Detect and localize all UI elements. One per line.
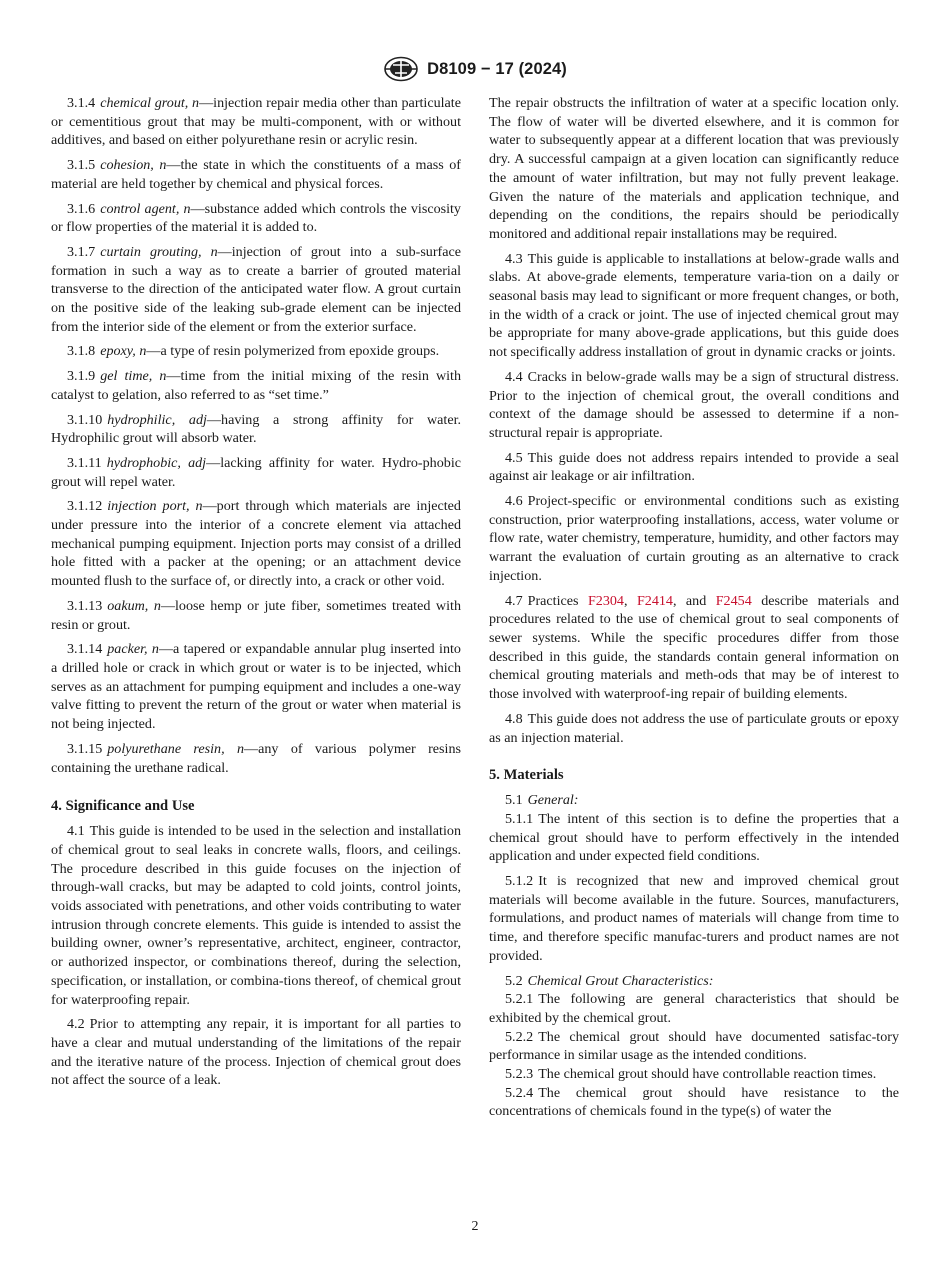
paragraph-5-1-1: 5.1.1 The intent of this section is to define the properties that a chemical grout should have to perform effectively in the intended application and under expected field conditions. bbox=[489, 810, 899, 865]
section-5-heading: 5. Materials bbox=[489, 767, 564, 784]
definition-3-1-6: 3.1.6 control agent, n—substance added which controls the viscosity or flow properties of the material it is added to. bbox=[51, 200, 461, 236]
definition-3-1-12: 3.1.12 injection port, n—port through which materials are injected under pressure into the interior of a concrete element via attached mechanical pumping equipment. Injection ports may consist of a drilled hole fitted with a packer at the opening; or an attachment device mounted flush to the surface of, or directly into, a crack or other void. bbox=[51, 498, 461, 590]
paragraph-5-2-4: 5.2.4 The chemical grout should have resistance to the concentrations of chemicals found in the type(s) of water the bbox=[489, 1084, 899, 1120]
paragraph-5-2-1: 5.2.1 The following are general characteristics that should be exhibited by the chemical grout. bbox=[489, 991, 899, 1026]
paragraph-5-2-3: 5.2.3 The chemical grout should have controllable reaction times. bbox=[505, 1066, 877, 1083]
paragraph-4-5: 4.5 This guide does not address repairs intended to provide a seal against air leakage or air infiltration. bbox=[489, 449, 899, 485]
definition-3-1-8: 3.1.8 epoxy, n—a type of resin polymerized from epoxide groups. bbox=[67, 343, 440, 360]
left-column bbox=[51, 94, 461, 1096]
link-f2454[interactable]: F2454 bbox=[715, 592, 752, 609]
section-4-heading: 4. Significance and Use bbox=[51, 798, 195, 815]
paragraph-4-3: 4.3 This guide is applicable to installations at below-grade walls and slabs. At above-grade elements, temperature varia-tion on a daily or seasonal basis may lead to significant or more frequent changes, or both, in the width of a crack or joint. The use of injected chemical grout may be appropriate for many above-grade applications, but this guide does not specifically address installation of grout in dynamic cracks or joints. bbox=[489, 250, 899, 361]
page-header bbox=[0, 56, 950, 82]
definition-3-1-7: 3.1.7 curtain grouting, n—injection of grout into a sub-surface formation in such a way as to create a barrier of grouted material transverse to the direction of the anticipated water flow. A grout curtain on the positive side of the leaking sub-grade element can be injected from the interior side of the element or from the exterior surface. bbox=[51, 243, 462, 335]
astm-logo-icon bbox=[383, 56, 419, 82]
paragraph-4-4: 4.4 Cracks in below-grade walls may be a sign of structural distress. Prior to the injection of chemical grout, the overall conditions and context of the damage should be assessed to determine if a non-structural repair is appropriate. bbox=[489, 368, 899, 441]
definition-3-1-11: 3.1.11 hydrophobic, adj—lacking affinity for water. Hydro-phobic grout will repel water. bbox=[51, 454, 461, 490]
definition-3-1-4: 3.1.4 chemical grout, n—injection repair media other than particulate or cementitious grout that may be multi-component, with or without additives, and based on either polyurethane resin or acrylic resin. bbox=[51, 95, 461, 149]
definition-3-1-14: 3.1.14 packer, n—a tapered or expandable annular plug inserted into a drilled hole or crack in which grout or water is to be injected, which serves as an attachment for pumping equipment and includes a one-way valve fitting to prevent the return of the grout or water when material is not being injected. bbox=[51, 641, 461, 733]
paragraph-5-1: 5.1 General: bbox=[505, 792, 579, 809]
paragraph-4-2-continued: The repair obstructs the infiltration of water at a specific location only. The flow of water will be diverted elsewhere, and it is common for water to subsequently appear at a different location that was previously dry. A successful campaign at a given location can significantly reduce the amount of water infiltration, but may not fully prevent leakage. Given the nature of the materials and application technique, and depending on the conditions, the repairs should be periodically monitored and additional repair installations may be required. bbox=[489, 95, 899, 242]
definition-3-1-15: 3.1.15 polyurethane resin, n—any of various polymer resins containing the urethane radical. bbox=[51, 740, 461, 776]
right-column bbox=[489, 94, 899, 1121]
page-number: 2 bbox=[471, 1219, 479, 1234]
definition-3-1-9: 3.1.9 gel time, n—time from the initial mixing of the resin with catalyst to gelation, also referred to as “set time.” bbox=[51, 368, 462, 403]
paragraph-4-7: 4.7 Practices F2304, F2414, and F2454 describe materials and procedures related to the use of chemical grout to seal components of sewer systems. While the specific procedures differ from those described in this guide, the standards contain general information on chemical grouting materials and meth-ods that may be of interest to those involved with waterproof-ing repair of building elements. bbox=[489, 592, 899, 703]
definition-3-1-5: 3.1.5 cohesion, n—the state in which the constituents of a mass of material are held together by chemical and physical forces. bbox=[51, 157, 461, 192]
paragraph-4-8: 4.8 This guide does not address the use of particulate grouts or epoxy as an injection material. bbox=[489, 710, 899, 746]
link-f2414[interactable]: F2414 bbox=[636, 592, 673, 609]
paragraph-5-2-2: 5.2.2 The chemical grout should have documented satisfac-tory performance in similar usage as the intended conditions. bbox=[489, 1028, 899, 1064]
definition-3-1-13: 3.1.13 oakum, n—loose hemp or jute fiber, sometimes treated with resin or grout. bbox=[51, 597, 461, 633]
paragraph-4-1: 4.1 This guide is intended to be used in the selection and installation of chemical grout to seal leaks in concrete walls, floors, and ceilings. The procedure described in this guide focuses on the injection of through-wall cracks, but may be adapted to cold joints, control joints, voids associated with penetrations, and other voids contributing to water intrusion through concrete elements. This guide is intended to assist the building owner, owner’s representative, architect, engineer, contractor, or authorized inspector, or combinations thereof, during the selection, specification, or installation, or combina-tions thereof, of chemical grout for waterproofing repair. bbox=[51, 823, 461, 1008]
link-f2304[interactable]: F2304 bbox=[587, 592, 624, 609]
definition-3-1-10: 3.1.10 hydrophilic, adj—having a strong affinity for water. Hydrophilic grout will absorb water. bbox=[51, 411, 462, 447]
paragraph-4-2: 4.2 Prior to attempting any repair, it is important for all parties to have a clear and mutual understanding of the limitations of the repair and the iterative nature of the process. Injection of chemical grout does not affect the source of a leak. bbox=[51, 1016, 461, 1089]
paragraph-5-2: 5.2 Chemical Grout Characteristics: bbox=[505, 972, 714, 989]
paragraph-5-1-2: 5.1.2 It is recognized that new and improved chemical grout materials will become available in the future. Sources, manufacturers, formulations, and product names of materials will change from time to time, and therefore specific manufac-turers and product names are not provided. bbox=[489, 873, 899, 964]
document-designation: D8109 − 17 (2024) bbox=[427, 59, 567, 78]
paragraph-4-6: 4.6 Project-specific or environmental conditions such as existing construction, prior waterproofing installations, access, water volume or flow rate, water chemistry, temperature, humidity, and other factors may warrant the evaluation of curtain grouting as an alternative to crack injection. bbox=[489, 493, 899, 584]
